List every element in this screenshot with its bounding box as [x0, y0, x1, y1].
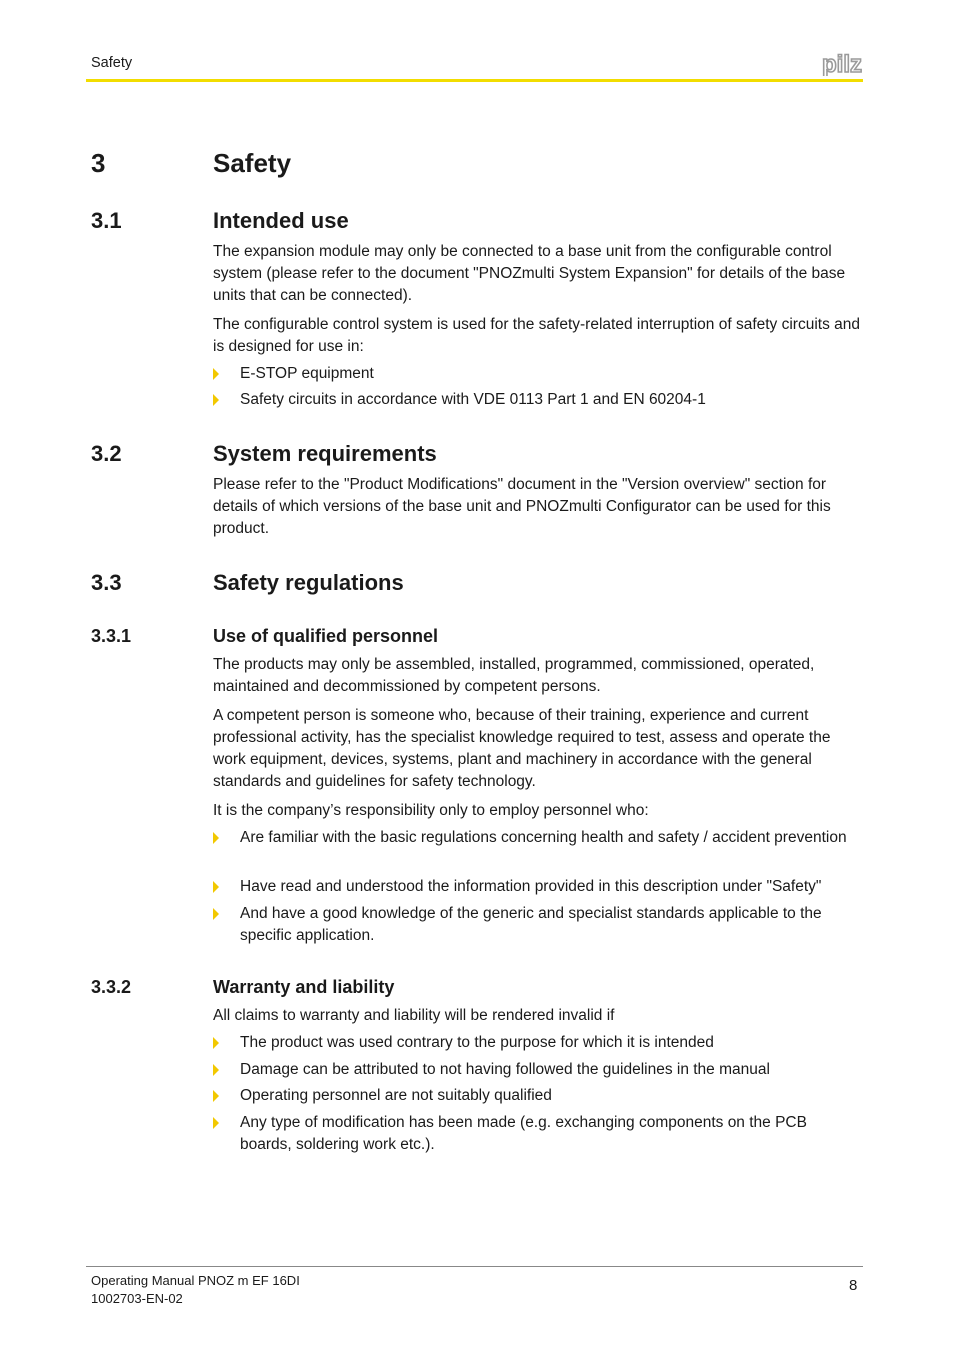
header-section-label: Safety [91, 55, 133, 71]
bullet-triangle-icon [213, 1117, 219, 1129]
paragraph: It is the company’s responsibility only to employ personnel who: [213, 802, 649, 819]
section-number: 3.3.2 [91, 977, 132, 997]
bullet-triangle-icon [213, 368, 219, 380]
paragraph: The expansion module may only be connected to a base unit from the configurable control system (please refer to the document "PNOZmulti System Expansion" for details of the base units that can be connected). [213, 243, 846, 304]
paragraph: All claims to warranty and liability will be rendered invalid if [213, 1007, 615, 1024]
bullet-triangle-icon [213, 881, 219, 893]
paragraph: The products may only be assembled, installed, programmed, commissioned, operated, maintained and decommissioned by competent persons. [213, 656, 815, 695]
page-number: 8 [849, 1277, 858, 1294]
section-title: Safety [213, 148, 292, 178]
bullet-triangle-icon [213, 908, 219, 920]
footer-document-id: 1002703-EN-02 [91, 1291, 183, 1306]
svg-text:pilz: pilz [822, 52, 862, 76]
bullet-triangle-icon [213, 832, 219, 844]
header-rule [86, 79, 863, 82]
section-title: Safety regulations [213, 570, 404, 595]
section-title: Intended use [213, 208, 349, 233]
pilz-logo [822, 52, 864, 76]
section-title: Warranty and liability [213, 977, 395, 997]
footer-manual-title: Operating Manual PNOZ m EF 16DI [91, 1273, 300, 1288]
footer-rule [86, 1266, 863, 1267]
section-number: 3.2 [91, 441, 122, 466]
bullet-triangle-icon [213, 1090, 219, 1102]
bullet-triangle-icon [213, 394, 219, 406]
paragraph: The configurable control system is used for the safety-related interruption of safety circuits and is designed for use in: [213, 316, 861, 355]
section-number: 3.3.1 [91, 626, 132, 646]
section-number: 3.3 [91, 570, 122, 595]
section-title: Use of qualified personnel [213, 626, 439, 646]
paragraph: Please refer to the "Product Modifications" document in the "Version overview" section for details of which versions of the base unit and PNOZmulti Configurator can be used for this product. [213, 476, 831, 537]
paragraph: A competent person is someone who, because of their training, experience and current professional activity, has the specialist knowledge required to test, assess and operate the work equipment, devices, systems, plant and machinery in accordance with the general standards and guidelines for safety technology. [213, 707, 831, 790]
section-title: System requirements [213, 441, 437, 466]
bullet-triangle-icon [213, 1064, 219, 1076]
section-number: 3 [91, 148, 106, 178]
bullet-triangle-icon [213, 1037, 219, 1049]
section-number: 3.1 [91, 208, 122, 233]
